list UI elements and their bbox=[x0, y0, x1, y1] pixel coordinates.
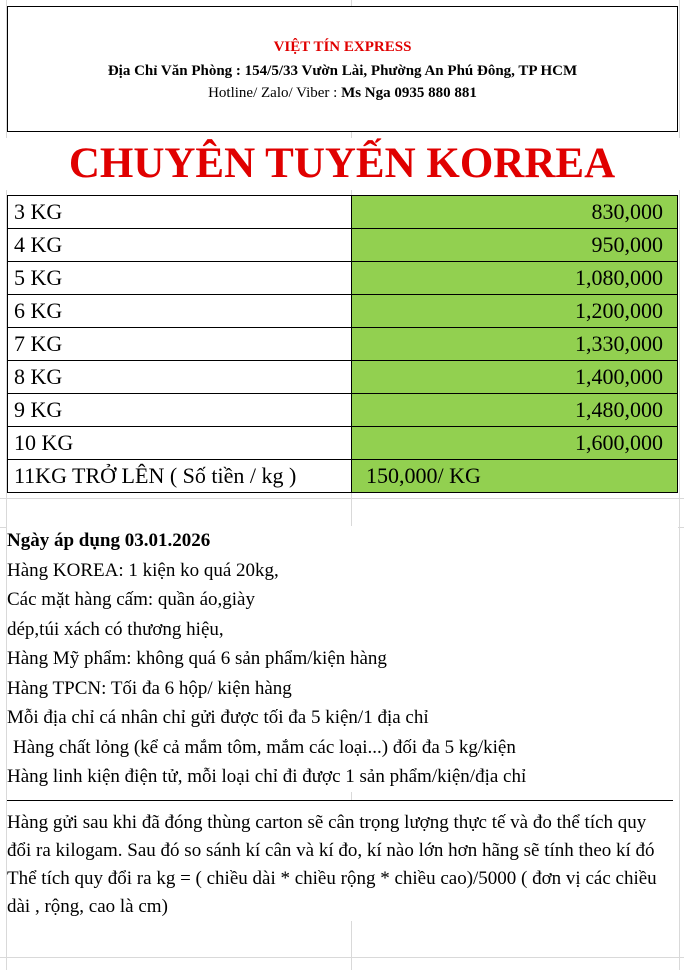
note-line: Mỗi địa chỉ cá nhân chỉ gửi được tối đa 5 kiện/1 địa chỉ bbox=[7, 707, 429, 728]
price-row bbox=[8, 361, 678, 394]
price-row bbox=[8, 262, 678, 295]
price-row bbox=[8, 394, 678, 427]
note-line: Hàng KOREA: 1 kiện ko quá 20kg, bbox=[7, 559, 279, 581]
note-line: dép,túi xách có thương hiệu, bbox=[7, 618, 224, 640]
per-kg-price-cell: 150,000/ KG bbox=[352, 460, 678, 493]
shipping-notes bbox=[7, 526, 678, 792]
price-cell: 1,600,000 bbox=[352, 427, 678, 460]
weight-cell: 6 KG bbox=[8, 295, 352, 328]
price-row bbox=[8, 427, 678, 460]
route-title: CHUYÊN TUYẾN KORREA bbox=[0, 138, 684, 190]
volume-formula-text: Thể tích quy đổi ra kg = ( chiều dài * chiều rộng * chiều cao)/5000 ( đơn vị các chiều dài , rộng, cao là cm) bbox=[7, 868, 657, 917]
note-line: Hàng Mỹ phẩm: không quá 6 sản phẩm/kiện hàng bbox=[7, 648, 387, 669]
weight-cell: 3 KG bbox=[8, 196, 352, 229]
weight-cell: 7 KG bbox=[8, 328, 352, 361]
weight-cell: 11KG TRỞ LÊN ( Số tiền / kg ) bbox=[8, 460, 352, 493]
note-line: Hàng linh kiện điện tử, mỗi loại chỉ đi được 1 sản phẩm/kiện/địa chỉ bbox=[7, 766, 527, 787]
weight-comparison-text: Hàng gửi sau khi đã đóng thùng carton sẽ cân trọng lượng thực tế và đo thể tích quy đổi ra kilogam. Sau đó so sánh kí cân và kí đo, kí nào lớn hơn hãng sẽ tính theo kí đó bbox=[7, 812, 655, 861]
per-kg-row bbox=[8, 460, 678, 493]
price-cell: 1,400,000 bbox=[352, 361, 678, 394]
company-name: VIỆT TÍN EXPRESS bbox=[273, 39, 412, 55]
note-line: Hàng chất lỏng (kể cả mắm tôm, mắm các loại...) đối đa 5 kg/kiện bbox=[13, 736, 516, 758]
weight-cell: 8 KG bbox=[8, 361, 352, 394]
price-cell: 1,080,000 bbox=[352, 262, 678, 295]
price-cell: 830,000 bbox=[352, 196, 678, 229]
weight-cell: 4 KG bbox=[8, 229, 352, 262]
hotline-contact: Ms Nga 0935 880 881 bbox=[341, 85, 477, 101]
price-row bbox=[8, 295, 678, 328]
price-cell: 1,480,000 bbox=[352, 394, 678, 427]
price-row bbox=[8, 229, 678, 262]
price-table bbox=[7, 195, 678, 493]
price-cell: 1,200,000 bbox=[352, 295, 678, 328]
weight-cell: 10 KG bbox=[8, 427, 352, 460]
weight-cell: 5 KG bbox=[8, 262, 352, 295]
price-cell: 1,330,000 bbox=[352, 328, 678, 361]
price-row bbox=[8, 328, 678, 361]
hotline-label: Hotline/ Zalo/ Viber : bbox=[208, 85, 338, 101]
weight-cell: 9 KG bbox=[8, 394, 352, 427]
volume-weight-paragraph bbox=[7, 800, 673, 921]
gridline bbox=[0, 498, 684, 499]
note-line: Hàng TPCN: Tối đa 6 hộp/ kiện hàng bbox=[7, 677, 292, 699]
gridline bbox=[0, 957, 684, 958]
office-address: Địa Chỉ Văn Phòng : 154/5/33 Vườn Lài, Phường An Phú Đông, TP HCM bbox=[107, 63, 578, 79]
price-row bbox=[8, 196, 678, 229]
note-line: Các mặt hàng cấm: quần áo,giày bbox=[7, 589, 255, 610]
hotline-line bbox=[8, 85, 677, 102]
price-cell: 950,000 bbox=[352, 229, 678, 262]
effective-date: Ngày áp dụng 03.01.2026 bbox=[7, 530, 211, 551]
company-header bbox=[7, 6, 678, 132]
